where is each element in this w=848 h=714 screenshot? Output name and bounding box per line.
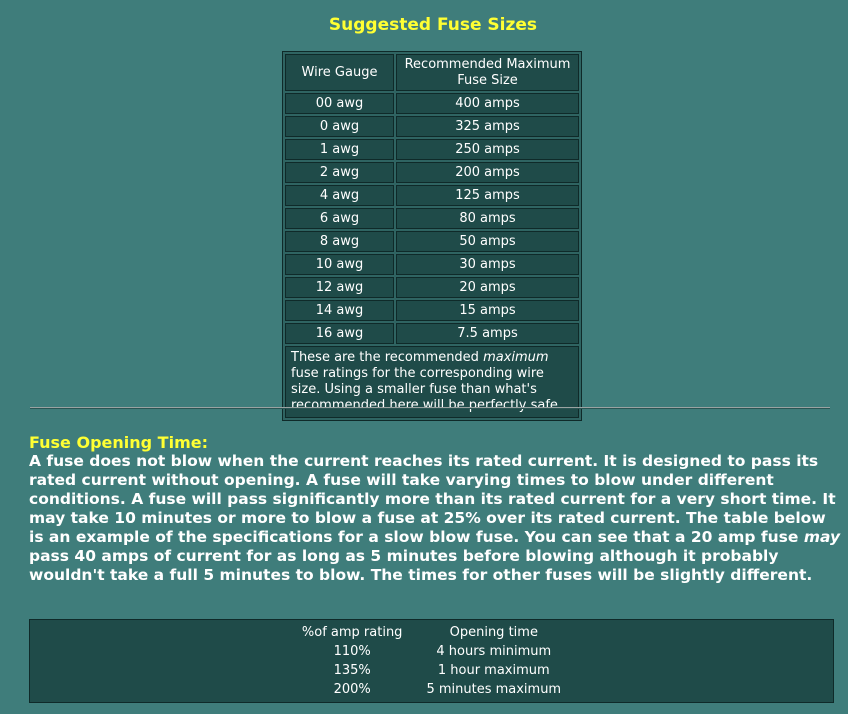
fuse-cell: 250 amps bbox=[396, 139, 579, 160]
gauge-cell: 00 awg bbox=[285, 93, 394, 114]
amp-rating-cell: 110% bbox=[333, 644, 371, 659]
header-max-fuse-size: Recommended Maximum Fuse Size bbox=[396, 54, 579, 91]
section-heading: Fuse Opening Time: bbox=[29, 433, 208, 452]
paragraph-text-end: pass 40 amps of current for as long as 5 minutes before blowing although it probably wouldn't take a full 5 minutes to blow. The times for other fuses will be slightly different. bbox=[29, 547, 813, 584]
section-paragraph bbox=[29, 452, 844, 585]
spec-table-box bbox=[29, 619, 834, 703]
gauge-cell: 0 awg bbox=[285, 116, 394, 137]
gauge-cell: 10 awg bbox=[285, 254, 394, 275]
gauge-cell: 16 awg bbox=[285, 323, 394, 344]
fuse-cell: 200 amps bbox=[396, 162, 579, 183]
table-row bbox=[285, 277, 579, 298]
opening-time-table bbox=[290, 623, 573, 699]
header-wire-gauge: Wire Gauge bbox=[285, 54, 394, 91]
paragraph-text-start: A fuse does not blow when the current reaches its rated current. It is designed to pass its rated current without opening. A fuse will take varying times to blow under different conditions. A fuse will pass significantly more than its rated current for a very short time. It may take 10 minutes or more to blow a fuse at 25% over its rated current. The table below is an example of the specifications for a slow blow fuse. You can see that a 20 amp fuse bbox=[29, 452, 836, 546]
table-row bbox=[285, 139, 579, 160]
fuse-cell: 50 amps bbox=[396, 231, 579, 252]
gauge-cell: 14 awg bbox=[285, 300, 394, 321]
table-row bbox=[285, 254, 579, 275]
table-row bbox=[290, 642, 573, 661]
table-row bbox=[285, 162, 579, 183]
page-title: Suggested Fuse Sizes bbox=[328, 15, 538, 35]
note-text-start: These are the recommended bbox=[291, 350, 484, 365]
note-emphasis: maximum bbox=[483, 350, 549, 365]
fuse-cell: 20 amps bbox=[396, 277, 579, 298]
gauge-cell: 8 awg bbox=[285, 231, 394, 252]
table-row bbox=[285, 185, 579, 206]
table-header-row bbox=[285, 54, 579, 91]
table-row bbox=[285, 208, 579, 229]
fuse-cell: 125 amps bbox=[396, 185, 579, 206]
table-row bbox=[290, 661, 573, 680]
section-divider bbox=[30, 407, 830, 409]
gauge-cell: 12 awg bbox=[285, 277, 394, 298]
table-row bbox=[285, 323, 579, 344]
fuse-cell: 80 amps bbox=[396, 208, 579, 229]
fuse-cell: 15 amps bbox=[396, 300, 579, 321]
table-row bbox=[285, 93, 579, 114]
header-amp-rating: %of amp rating bbox=[301, 625, 403, 640]
gauge-cell: 4 awg bbox=[285, 185, 394, 206]
header-opening-time: Opening time bbox=[449, 625, 538, 640]
fuse-cell: 30 amps bbox=[396, 254, 579, 275]
gauge-cell: 6 awg bbox=[285, 208, 394, 229]
gauge-cell: 1 awg bbox=[285, 139, 394, 160]
fuse-cell: 325 amps bbox=[396, 116, 579, 137]
table-row bbox=[285, 116, 579, 137]
spec-header-row bbox=[290, 623, 573, 642]
opening-time-cell: 1 hour maximum bbox=[437, 663, 550, 678]
table-row bbox=[285, 231, 579, 252]
opening-time-cell: 4 hours minimum bbox=[436, 644, 552, 659]
fuse-cell: 400 amps bbox=[396, 93, 579, 114]
gauge-cell: 2 awg bbox=[285, 162, 394, 183]
table-row bbox=[290, 680, 573, 699]
opening-time-cell: 5 minutes maximum bbox=[426, 682, 562, 697]
table-row bbox=[285, 300, 579, 321]
note-text-end: fuse ratings for the corresponding wire size. Using a smaller fuse than what's recommended here will be perfectly safe. bbox=[291, 366, 563, 413]
fuse-size-table bbox=[282, 51, 582, 421]
amp-rating-cell: 200% bbox=[333, 682, 371, 697]
paragraph-emphasis: may bbox=[803, 528, 841, 546]
fuse-cell: 7.5 amps bbox=[396, 323, 579, 344]
amp-rating-cell: 135% bbox=[333, 663, 371, 678]
